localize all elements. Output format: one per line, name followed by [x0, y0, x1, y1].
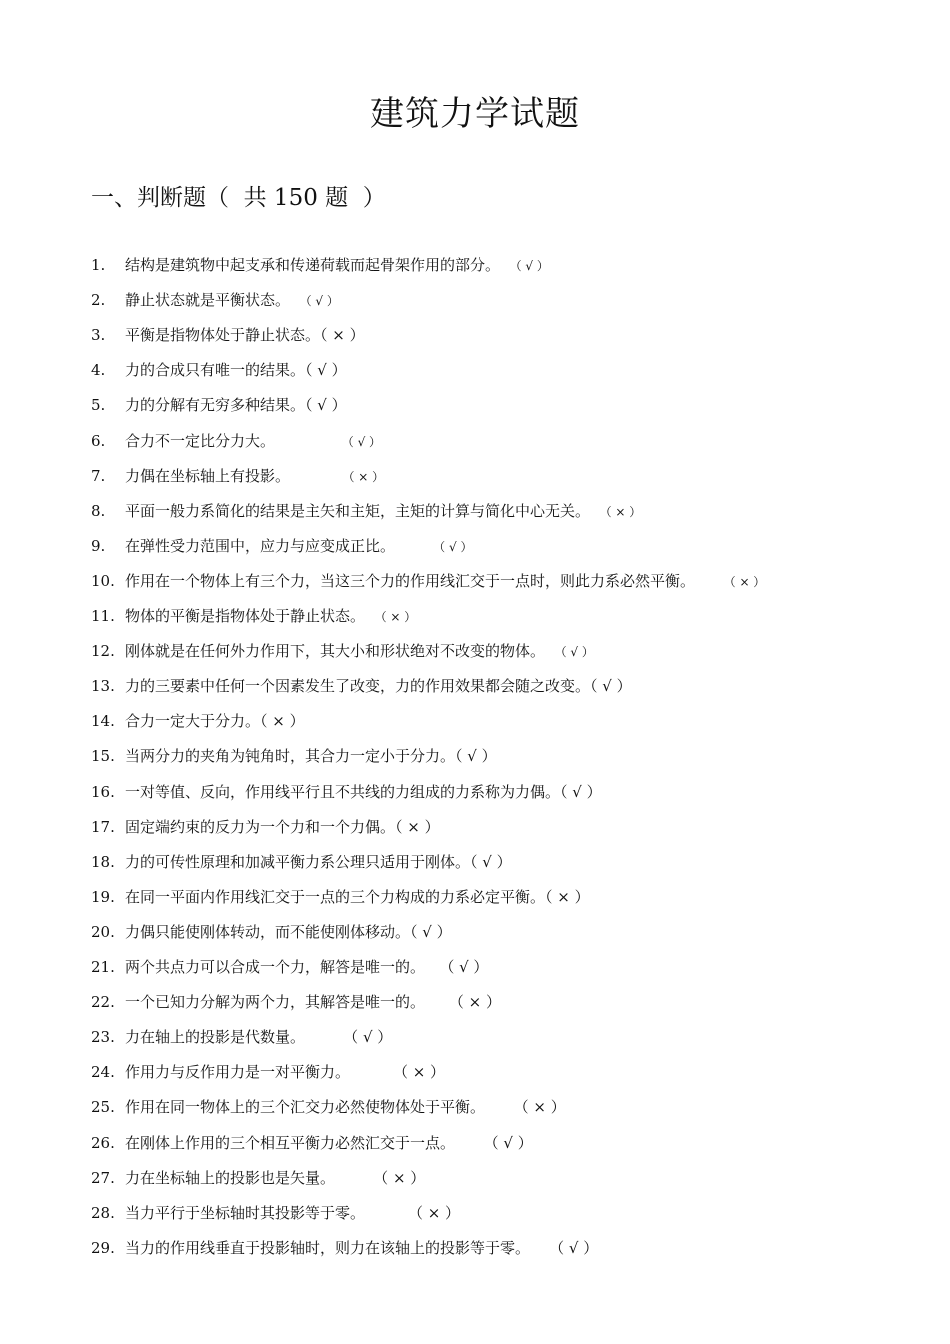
answer-gap — [335, 1169, 373, 1187]
question-statement: 力的合成只有唯一的结果。 — [125, 361, 306, 380]
question-row — [0, 248, 950, 283]
question-row — [0, 1196, 950, 1231]
answer-gap — [425, 958, 439, 976]
question-row — [0, 634, 950, 669]
question-statement: 合力一定大于分力。 — [125, 712, 261, 731]
answer-mark: （ √ ） — [470, 852, 512, 871]
answer-gap — [350, 1063, 393, 1081]
question-row — [0, 424, 950, 459]
answer-mark: （ × ） — [342, 469, 385, 484]
question-text — [125, 1055, 445, 1090]
question-row — [0, 1055, 950, 1090]
answer-gap — [275, 432, 342, 450]
question-statement: 两个共点力可以合成一个力，解答是唯一的。 — [125, 958, 426, 976]
question-statement: 一对等值、反向，作用线平行且不共线的力组成的力系称为力偶。 — [125, 782, 561, 801]
answer-mark: （ √ ） — [483, 1133, 533, 1152]
question-text — [125, 1126, 533, 1161]
question-number: 9. — [91, 536, 106, 555]
question-statement: 力的可传性原理和加减平衡力系公理只适用于刚体。 — [125, 852, 471, 871]
question-row — [0, 739, 950, 774]
question-statement: 作用在同一物体上的三个汇交力必然使物体处于平衡。 — [125, 1098, 486, 1117]
question-row — [0, 950, 950, 985]
question-number: 22. — [91, 993, 115, 1012]
answer-mark: （ √ ） — [299, 294, 339, 309]
question-row — [0, 1126, 950, 1161]
question-statement: 力偶在坐标轴上有投影。 — [125, 466, 291, 485]
answer-mark: （ × ） — [448, 993, 501, 1012]
question-statement: 力的三要素中任何一个因素发生了改变，力的作用效果都会随之改变。 — [125, 677, 591, 696]
answer-mark: （ × ） — [320, 326, 365, 345]
question-statement: 力偶只能使刚体转动，而不能使刚体移动。 — [125, 922, 411, 941]
answer-mark: （ × ） — [599, 504, 642, 519]
question-number: 11. — [91, 607, 115, 625]
question-number: 25. — [91, 1098, 115, 1117]
question-text — [125, 283, 339, 319]
question-text — [125, 915, 452, 950]
question-number: 18. — [91, 852, 115, 871]
question-row — [0, 704, 950, 739]
answer-mark: （ √ ） — [509, 259, 549, 273]
answer-gap — [500, 256, 510, 274]
question-row — [0, 915, 950, 950]
question-text — [125, 775, 602, 810]
question-row — [0, 494, 950, 529]
answer-mark: （ × ） — [392, 1063, 446, 1082]
question-number: 1. — [91, 256, 106, 274]
answer-gap — [305, 1028, 343, 1046]
answer-mark: （ × ） — [374, 610, 417, 624]
answer-gap — [455, 1134, 484, 1152]
answer-gap — [365, 1204, 408, 1222]
question-text — [125, 880, 590, 915]
question-text — [125, 704, 305, 739]
question-statement: 当力的作用线垂直于投影轴时，则力在该轴上的投影等于零。 — [125, 1238, 531, 1257]
question-text — [125, 739, 497, 774]
answer-mark: （ × ） — [545, 887, 590, 906]
answer-mark: （ √ ） — [455, 747, 497, 766]
question-statement: 作用在一个物体上有三个力，当这三个力的作用线汇交于一点时，则此力系必然平衡。 — [125, 571, 696, 590]
question-text — [125, 1161, 425, 1196]
question-statement: 力在轴上的投影是代数量。 — [125, 1028, 306, 1047]
question-text — [125, 1196, 460, 1231]
answer-mark: （ √ ） — [560, 782, 602, 801]
question-text — [125, 388, 347, 423]
question-row — [0, 564, 950, 599]
answer-mark: （ √ ） — [433, 539, 473, 554]
question-number: 6. — [91, 431, 106, 450]
question-statement: 物体的平衡是指物体处于静止状态。 — [125, 607, 366, 625]
question-text — [125, 248, 549, 284]
question-number: 13. — [91, 677, 115, 696]
question-row — [0, 845, 950, 880]
question-row — [0, 1161, 950, 1196]
answer-gap — [395, 537, 433, 555]
question-row — [0, 1231, 950, 1266]
answer-mark: （ √ ） — [554, 645, 594, 660]
question-row — [0, 529, 950, 564]
answer-mark: （ × ） — [260, 712, 305, 731]
question-text — [125, 985, 501, 1020]
question-row — [0, 775, 950, 810]
question-number: 5. — [91, 396, 106, 415]
answer-gap — [530, 1239, 549, 1257]
question-statement: 力在坐标轴上的投影也是矢量。 — [125, 1168, 336, 1187]
document-title: 建筑力学试题 — [370, 94, 580, 134]
question-number: 16. — [91, 782, 115, 801]
question-number: 14. — [91, 712, 115, 731]
question-number: 19. — [91, 887, 115, 906]
question-row — [0, 1020, 950, 1055]
question-row — [0, 1090, 950, 1125]
question-statement: 当力平行于坐标轴时其投影等于零。 — [125, 1203, 366, 1222]
question-statement: 在同一平面内作用线汇交于一点的三个力构成的力系必定平衡。 — [125, 887, 546, 906]
answer-mark: （ × ） — [407, 1203, 461, 1222]
answer-mark: （ √ ） — [305, 396, 347, 415]
question-row — [0, 459, 950, 494]
question-statement: 刚体就是在任何外力作用下，其大小和形状绝对不改变的物体。 — [125, 642, 546, 661]
question-statement: 当两分力的夹角为钝角时，其合力一定小于分力。 — [125, 747, 456, 766]
question-statement: 在刚体上作用的三个相互平衡力必然汇交于一点。 — [125, 1133, 456, 1152]
answer-mark: （ × ） — [395, 817, 440, 836]
question-text — [125, 1020, 392, 1055]
answer-gap — [425, 993, 449, 1011]
question-number: 4. — [91, 361, 106, 380]
question-number: 10. — [91, 571, 115, 590]
question-statement: 平面一般力系简化的结果是主矢和主矩，主矩的计算与简化中心无关。 — [125, 501, 591, 520]
question-text — [125, 845, 512, 880]
question-row — [0, 353, 950, 388]
question-statement: 在弹性受力范围中，应力与应变成正比。 — [125, 536, 396, 555]
question-statement: 静止状态就是平衡状态。 — [125, 291, 291, 310]
answer-mark: （ √ ） — [305, 361, 347, 380]
question-number: 29. — [91, 1238, 115, 1257]
question-number: 2. — [91, 291, 106, 310]
question-number: 7. — [91, 466, 106, 485]
question-row — [0, 810, 950, 845]
question-number: 12. — [91, 642, 115, 661]
question-text — [125, 459, 384, 495]
section-heading: 一、判断题（ 共 150 题 ） — [91, 185, 386, 211]
question-number: 24. — [91, 1063, 115, 1082]
question-number: 23. — [91, 1028, 115, 1047]
question-text — [125, 564, 765, 600]
question-text — [125, 1090, 566, 1125]
answer-gap — [290, 291, 300, 309]
question-row — [0, 283, 950, 318]
question-text — [125, 599, 416, 635]
question-number: 20. — [91, 922, 115, 941]
answer-mark: （ × ） — [723, 574, 766, 589]
question-statement: 一个已知力分解为两个力，其解答是唯一的。 — [125, 993, 426, 1012]
question-number: 26. — [91, 1133, 115, 1152]
question-statement: 固定端约束的反力为一个力和一个力偶。 — [125, 817, 396, 836]
question-number: 3. — [91, 326, 106, 345]
answer-gap — [365, 607, 375, 625]
question-statement: 平衡是指物体处于静止状态。 — [125, 326, 321, 345]
answer-mark: （ √ ） — [341, 434, 382, 449]
answer-mark: （ √ ） — [549, 1238, 599, 1257]
question-text — [125, 634, 594, 670]
question-text — [125, 318, 365, 353]
question-text — [125, 529, 472, 565]
question-text — [125, 1231, 598, 1266]
question-statement: 结构是建筑物中起支承和传递荷载而起骨架作用的部分。 — [125, 256, 501, 274]
question-number: 27. — [91, 1168, 115, 1187]
question-text — [125, 950, 488, 985]
question-number: 28. — [91, 1203, 115, 1222]
question-row — [0, 318, 950, 353]
question-text — [125, 810, 440, 845]
question-statement: 力的分解有无穷多种结果。 — [125, 396, 306, 415]
question-row — [0, 599, 950, 634]
answer-mark: （ √ ） — [590, 677, 632, 696]
question-number: 15. — [91, 747, 115, 766]
answer-mark: （ √ ） — [343, 1028, 393, 1047]
question-number: 17. — [91, 817, 115, 836]
answer-mark: （ √ ） — [410, 922, 452, 941]
question-statement: 合力不一定比分力大。 — [125, 431, 276, 450]
question-row — [0, 880, 950, 915]
question-row — [0, 388, 950, 423]
question-text — [125, 494, 641, 530]
answer-mark: （ √ ） — [439, 958, 489, 976]
question-number: 21. — [91, 958, 115, 976]
question-text — [125, 424, 381, 460]
answer-gap — [695, 572, 724, 590]
answer-mark: （ × ） — [513, 1098, 566, 1117]
question-row — [0, 985, 950, 1020]
answer-gap — [590, 502, 600, 520]
answer-mark: （ × ） — [373, 1168, 426, 1187]
answer-gap — [485, 1098, 514, 1116]
question-row — [0, 669, 950, 704]
answer-gap — [545, 642, 555, 660]
question-text — [125, 353, 347, 388]
question-number: 8. — [91, 501, 106, 520]
answer-gap — [290, 467, 342, 485]
question-text — [125, 669, 632, 704]
question-statement: 作用力与反作用力是一对平衡力。 — [125, 1063, 351, 1082]
